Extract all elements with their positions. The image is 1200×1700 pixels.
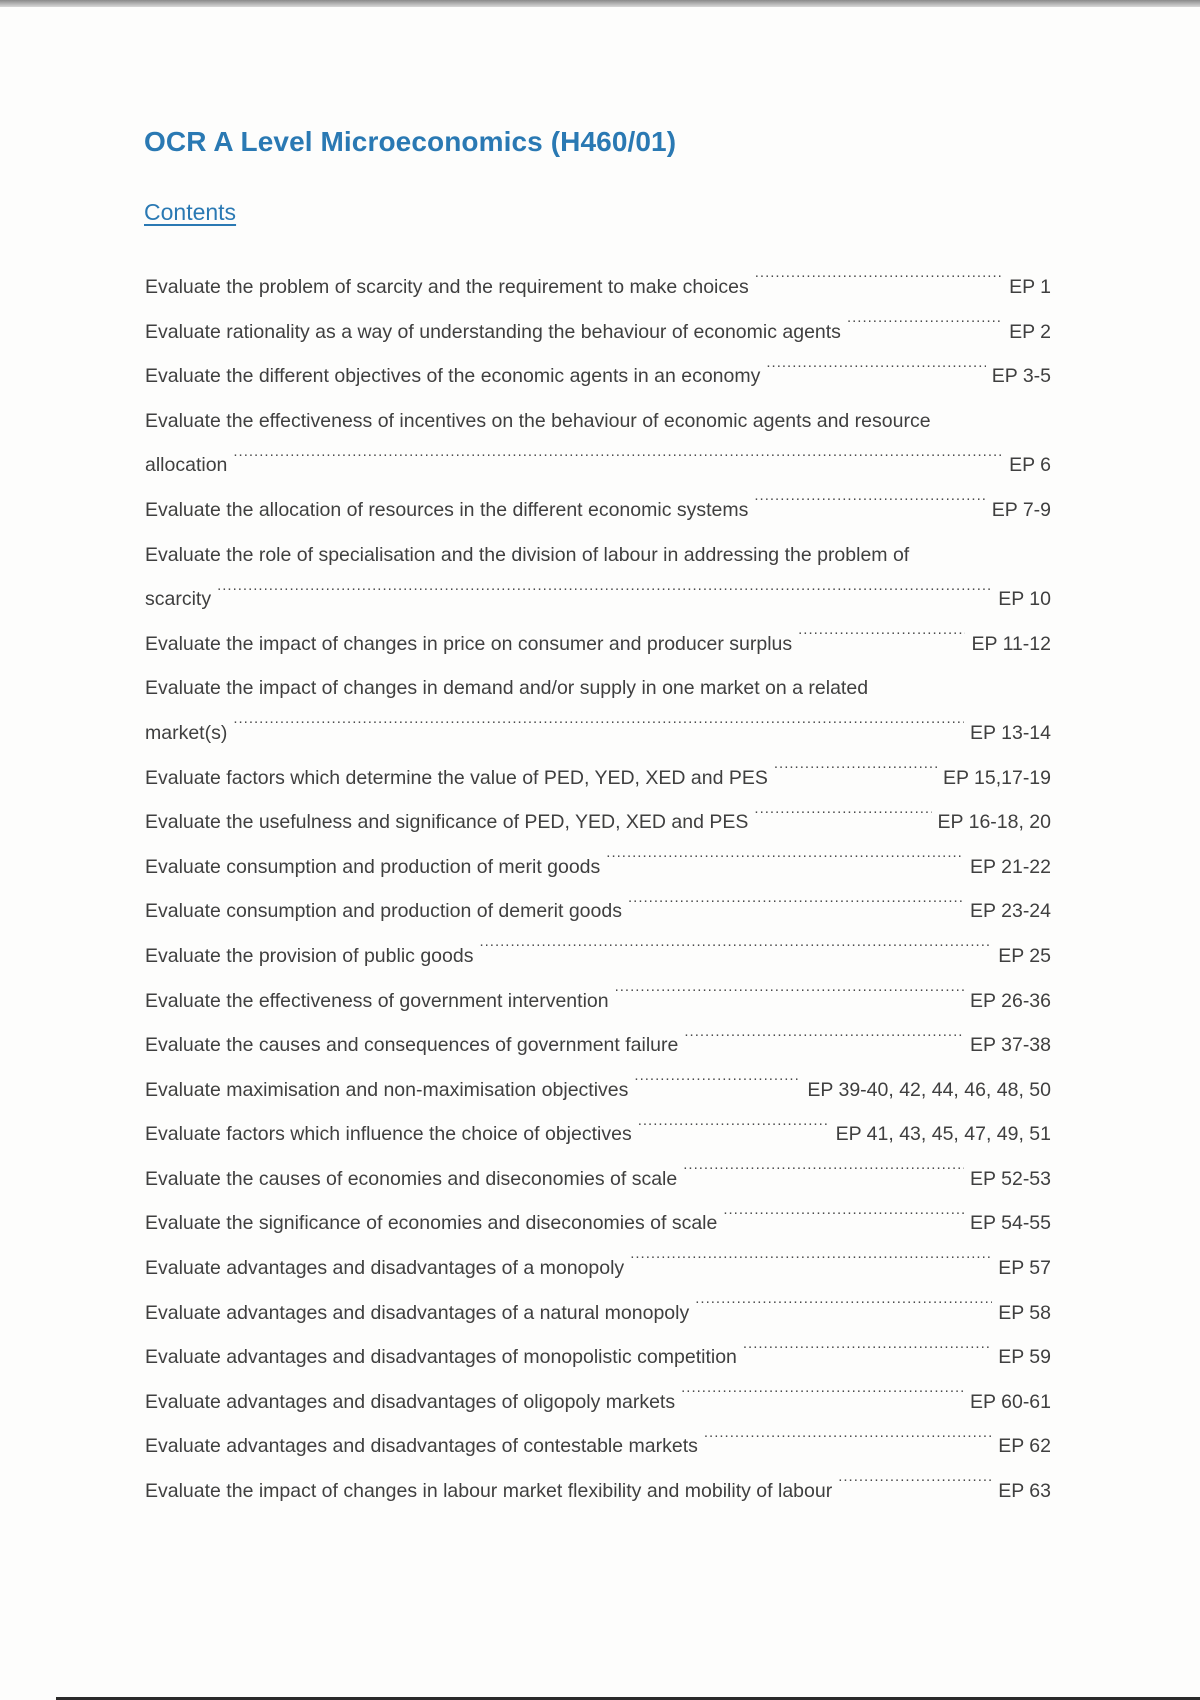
toc-entry-page: EP 3-5 bbox=[991, 365, 1051, 388]
dot-leader bbox=[628, 898, 964, 918]
toc-entry-page: EP 1 bbox=[1009, 276, 1051, 298]
toc-entry-text: Evaluate the impact of changes in price on consumer and producer surplus bbox=[145, 632, 793, 655]
toc-entry-line bbox=[145, 756, 1051, 801]
toc-entry-line bbox=[145, 934, 1051, 979]
dot-leader bbox=[695, 1299, 992, 1319]
toc-entry-page: EP 15,17-19 bbox=[942, 766, 1051, 789]
toc-entry bbox=[145, 488, 1051, 533]
toc-entry-line bbox=[145, 622, 1051, 667]
toc-entry bbox=[145, 800, 1051, 845]
toc-entry-line bbox=[145, 1068, 1051, 1113]
toc-entry-text-line: Evaluate the role of specialisation and the division of labour in addressing the problem of bbox=[145, 543, 910, 566]
toc-entry-page: EP 54-55 bbox=[970, 1212, 1051, 1235]
toc-entry-page: EP 39-40, 42, 44, 46, 48, 50 bbox=[807, 1078, 1051, 1101]
dot-leader bbox=[704, 1433, 992, 1453]
toc-entry-line bbox=[145, 1157, 1051, 1202]
toc-entry-text: Evaluate rationality as a way of understanding the behaviour of economic agents bbox=[145, 320, 841, 343]
toc-entry-line bbox=[145, 443, 1051, 488]
dot-leader bbox=[615, 987, 964, 1007]
dot-leader bbox=[638, 1121, 830, 1141]
dot-leader bbox=[681, 1388, 964, 1408]
dot-leader bbox=[634, 1076, 801, 1096]
toc-entry-text: Evaluate factors which influence the choice of objectives bbox=[145, 1123, 632, 1146]
toc-entry-page: EP 59 bbox=[998, 1346, 1051, 1369]
dot-leader bbox=[766, 363, 985, 383]
dot-leader bbox=[630, 1255, 992, 1275]
toc-entry-text: allocation bbox=[145, 454, 228, 477]
dot-leader bbox=[723, 1210, 964, 1230]
toc-entry-text: Evaluate advantages and disadvantages of a natural monopoly bbox=[145, 1301, 690, 1324]
toc-entry-text: Evaluate the impact of changes in labour market flexibility and mobility of labour bbox=[145, 1480, 833, 1503]
toc-entry-page: EP 60-61 bbox=[970, 1390, 1051, 1413]
toc-entry-page: EP 13-14 bbox=[970, 721, 1051, 744]
toc-entry bbox=[145, 354, 1051, 399]
dot-leader bbox=[754, 496, 985, 516]
toc-entry-line bbox=[145, 354, 1051, 399]
toc-entry-page: EP 23-24 bbox=[970, 900, 1051, 923]
toc-entry bbox=[145, 399, 1051, 488]
toc-entry-line bbox=[145, 1112, 1051, 1157]
table-of-contents bbox=[145, 265, 1051, 1514]
toc-entry-page: EP 10 bbox=[998, 588, 1051, 611]
toc-entry-text: Evaluate the different objectives of the economic agents in an economy bbox=[145, 365, 761, 388]
toc-entry-text: Evaluate the problem of scarcity and the requirement to make choices bbox=[145, 276, 749, 298]
toc-entry bbox=[145, 889, 1051, 934]
toc-entry bbox=[145, 310, 1051, 355]
toc-entry bbox=[145, 1157, 1051, 1202]
toc-entry bbox=[145, 533, 1051, 622]
toc-entry-text: scarcity bbox=[145, 588, 212, 611]
toc-entry bbox=[145, 265, 1051, 310]
toc-entry bbox=[145, 1424, 1051, 1469]
contents-heading: Contents bbox=[144, 199, 237, 225]
toc-entry-text-line: Evaluate the effectiveness of incentives on the behaviour of economic agents and resource bbox=[145, 409, 931, 432]
toc-entry-text: Evaluate advantages and disadvantages of contestable markets bbox=[145, 1435, 698, 1458]
toc-entry bbox=[145, 1246, 1051, 1291]
toc-entry-text: Evaluate factors which determine the value of PED, YED, XED and PES bbox=[145, 766, 768, 789]
toc-entry-page: EP 2 bbox=[1009, 320, 1051, 343]
toc-entry-text: Evaluate maximisation and non-maximisation objectives bbox=[145, 1078, 629, 1101]
toc-entry-text: Evaluate the effectiveness of government intervention bbox=[145, 989, 609, 1012]
toc-entry-line bbox=[145, 1291, 1051, 1336]
dot-leader bbox=[683, 1165, 964, 1185]
toc-entry-page: EP 57 bbox=[998, 1257, 1051, 1280]
toc-entry-text: Evaluate the causes and consequences of government failure bbox=[145, 1034, 679, 1057]
toc-entry-page: EP 52-53 bbox=[970, 1167, 1051, 1190]
toc-entry bbox=[145, 756, 1051, 801]
toc-entry bbox=[145, 622, 1051, 667]
toc-entry bbox=[145, 1335, 1051, 1380]
toc-entry bbox=[145, 1380, 1051, 1425]
dot-leader bbox=[847, 318, 1003, 338]
toc-entry-page: EP 62 bbox=[998, 1435, 1051, 1458]
dot-leader bbox=[684, 1032, 964, 1052]
toc-entry-page: EP 41, 43, 45, 47, 49, 51 bbox=[835, 1123, 1051, 1146]
toc-entry-page: EP 63 bbox=[998, 1480, 1051, 1503]
page-title: OCR A Level Microeconomics (H460/01) bbox=[144, 126, 677, 157]
toc-entry-line bbox=[145, 1201, 1051, 1246]
toc-entry-text: Evaluate the significance of economies and diseconomies of scale bbox=[145, 1212, 718, 1235]
toc-entry-line bbox=[145, 800, 1051, 845]
toc-entry-line bbox=[145, 711, 1051, 756]
toc-entry-line bbox=[145, 1246, 1051, 1291]
toc-entry-page: EP 6 bbox=[1009, 454, 1051, 477]
toc-entry-page: EP 16-18, 20 bbox=[937, 811, 1051, 834]
toc-entry-text: Evaluate consumption and production of demerit goods bbox=[145, 900, 622, 923]
toc-entry-line bbox=[145, 488, 1051, 533]
toc-entry-page: EP 7-9 bbox=[991, 498, 1051, 521]
toc-entry bbox=[145, 979, 1051, 1024]
dot-leader bbox=[754, 809, 931, 829]
dot-leader bbox=[479, 942, 992, 962]
toc-entry-text: Evaluate advantages and disadvantages of a monopoly bbox=[145, 1257, 625, 1280]
toc-entry-text-line: Evaluate the impact of changes in demand and/or supply in one market on a related bbox=[145, 677, 869, 700]
toc-entry-text: Evaluate the allocation of resources in the different economic systems bbox=[145, 498, 749, 521]
toc-entry-text: Evaluate consumption and production of merit goods bbox=[145, 855, 601, 878]
toc-entry-page: EP 26-36 bbox=[970, 989, 1051, 1012]
dot-leader bbox=[233, 719, 964, 739]
toc-entry-page: EP 25 bbox=[998, 944, 1051, 967]
toc-entry bbox=[145, 1023, 1051, 1068]
toc-entry-line bbox=[145, 845, 1051, 890]
dot-leader bbox=[798, 630, 965, 650]
toc-entry bbox=[145, 666, 1051, 755]
toc-entry-line bbox=[145, 1380, 1051, 1425]
toc-entry-text: Evaluate the causes of economies and diseconomies of scale bbox=[145, 1167, 678, 1190]
toc-entry-text: Evaluate advantages and disadvantages of oligopoly markets bbox=[145, 1390, 676, 1413]
toc-entry-text: Evaluate the usefulness and significance of PED, YED, XED and PES bbox=[145, 811, 749, 834]
toc-entry-text: market(s) bbox=[145, 721, 228, 744]
toc-entry-page: EP 21-22 bbox=[970, 855, 1051, 878]
scan-top-edge bbox=[0, 0, 1200, 7]
toc-entry-line bbox=[145, 265, 1051, 310]
toc-entry-text: Evaluate advantages and disadvantages of monopolistic competition bbox=[145, 1346, 737, 1369]
dot-leader bbox=[217, 586, 992, 606]
toc-entry bbox=[145, 1201, 1051, 1246]
toc-entry-text: Evaluate the provision of public goods bbox=[145, 944, 474, 967]
toc-entry-line bbox=[145, 310, 1051, 355]
toc-entry-page: EP 37-38 bbox=[970, 1034, 1051, 1057]
toc-entry-line bbox=[145, 979, 1051, 1024]
toc-entry-line bbox=[145, 1335, 1051, 1380]
toc-entry-line bbox=[145, 1469, 1051, 1514]
toc-entry-line bbox=[145, 889, 1051, 934]
toc-entry bbox=[145, 1068, 1051, 1113]
toc-entry-page: EP 11-12 bbox=[971, 632, 1051, 655]
toc-entry bbox=[145, 845, 1051, 890]
dot-leader bbox=[606, 853, 964, 873]
toc-entry-line bbox=[145, 1424, 1051, 1469]
toc-entry bbox=[145, 934, 1051, 979]
dot-leader bbox=[755, 274, 1003, 294]
toc-entry bbox=[145, 1291, 1051, 1336]
toc-entry bbox=[145, 1469, 1051, 1514]
dot-leader bbox=[838, 1478, 992, 1498]
toc-entry bbox=[145, 1112, 1051, 1157]
toc-entry-page: EP 58 bbox=[998, 1301, 1051, 1324]
dot-leader bbox=[233, 452, 1003, 472]
toc-entry-line bbox=[145, 1023, 1051, 1068]
dot-leader bbox=[743, 1344, 992, 1364]
toc-entry-line bbox=[145, 577, 1051, 622]
dot-leader bbox=[774, 764, 937, 784]
